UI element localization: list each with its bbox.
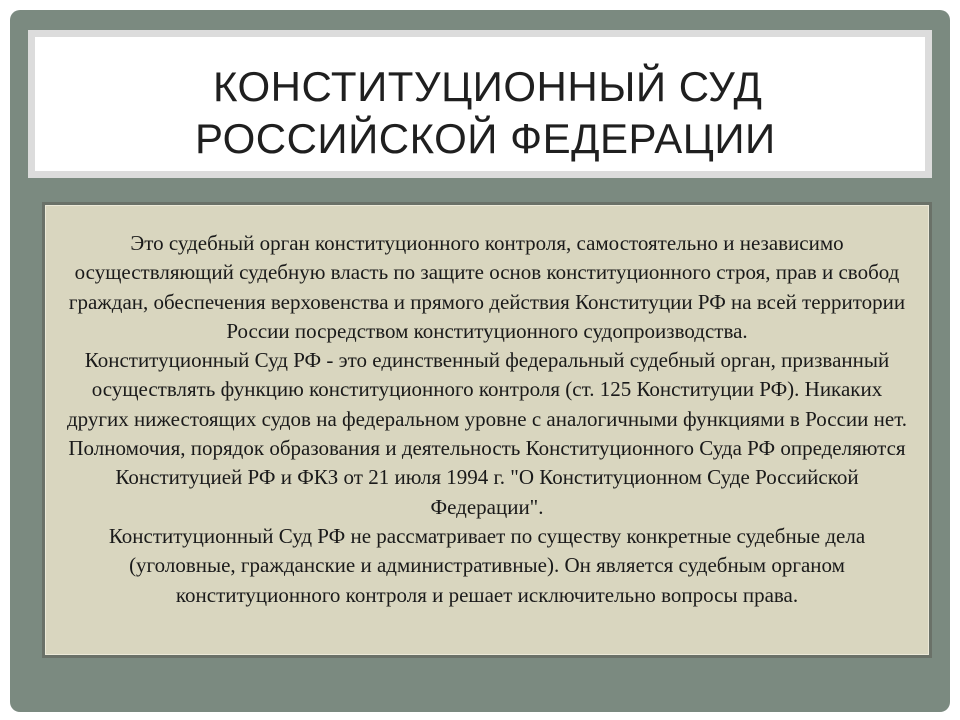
paragraph-definition: Это судебный орган конституционного контроля, самостоятельно и независимо осуществляющий судебную власть по защите основ конституционного строя, прав и свобод граждан, обеспечения верховенства и прямого действия Конституции РФ на всей территории России посредством конституционного судопроизводства.	[68, 231, 906, 343]
paragraph-unique-role: Конституционный Суд РФ - это единственный федеральный судебный орган, призванный осуществлять функцию конституционного контроля (ст. 125 Конституции РФ). Никаких других нижестоящих судов на федеральном уровне с аналогичными функциями в России нет.	[66, 348, 908, 431]
paragraph-legal-basis: Полномочия, порядок образования и деятельность Конституционного Суда РФ определяются Конституцией РФ и ФКЗ от 21 июля 1994 г. "О Конституционном Суде Российской Федерации".	[68, 436, 906, 519]
slide-title	[195, 61, 815, 165]
slide	[10, 10, 950, 712]
content-text	[61, 229, 913, 610]
slide-title-line-1: КОНСТИТУЦИОННЫЙ СУД	[213, 63, 763, 110]
slide-title-line-2: РОССИЙСКОЙ ФЕДЕРАЦИИ	[195, 115, 776, 162]
title-box	[28, 30, 932, 178]
paragraph-competence: Конституционный Суд РФ не рассматривает по существу конкретные судебные дела (уголовные, гражданские и административные). Он является судебным органом конституционного контроля и решает исключительно вопросы права.	[108, 523, 866, 607]
content-box	[42, 202, 932, 658]
